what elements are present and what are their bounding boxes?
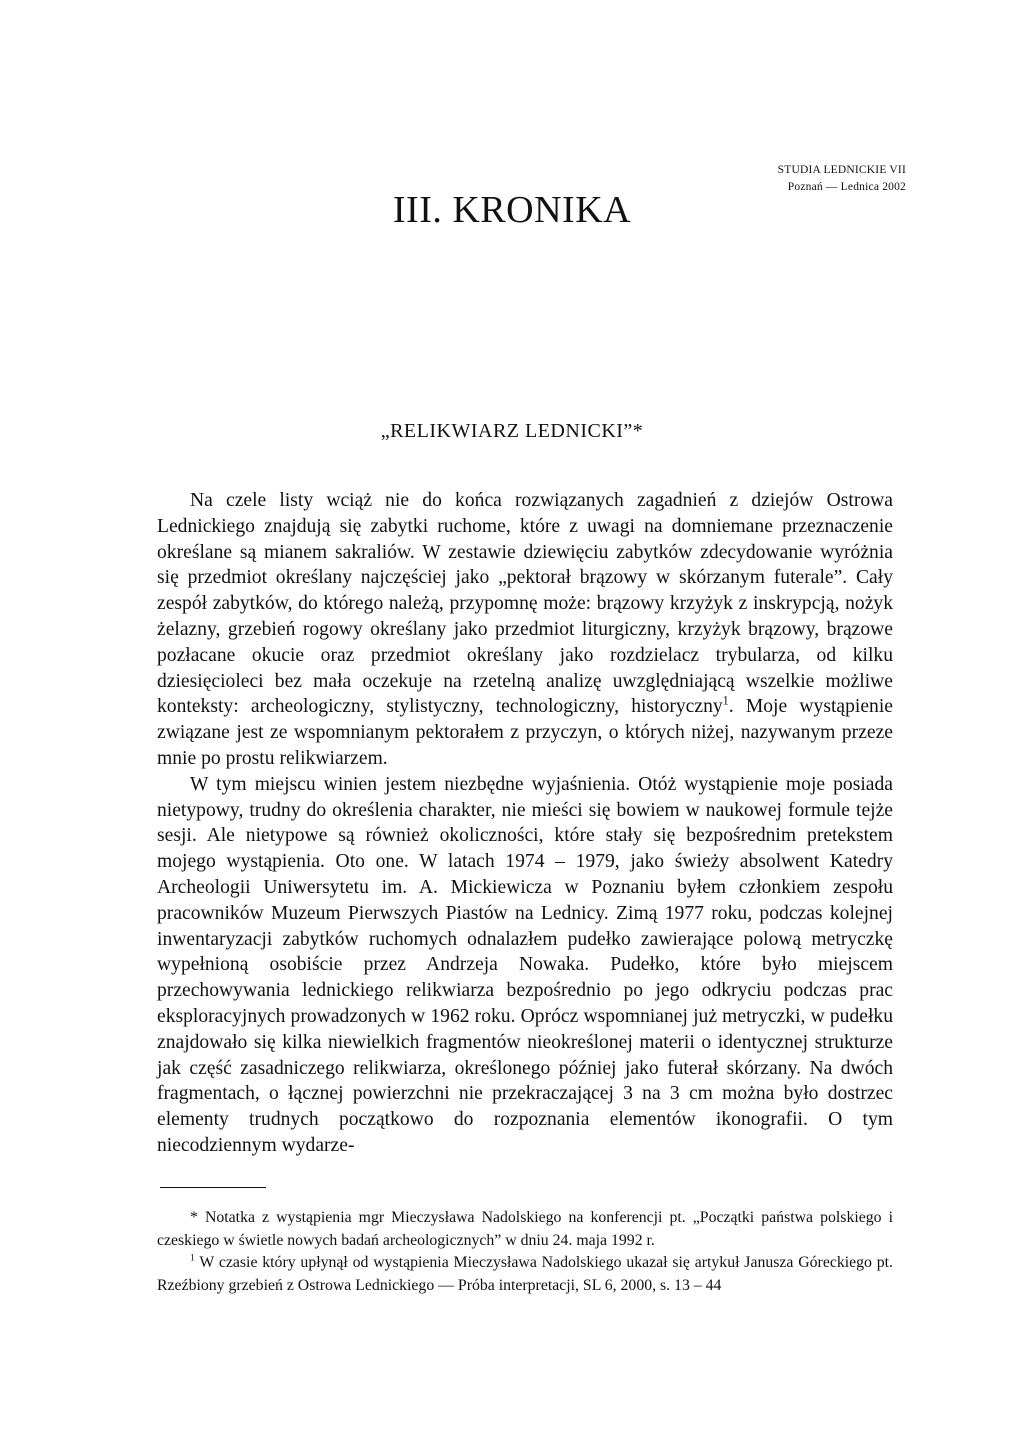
section-title: III. KRONIKA — [392, 189, 632, 231]
article-body — [157, 488, 893, 1159]
footnote-star-text: Notatka z wystąpienia mgr Mieczysława Nadolskiego na konferencji pt. „Początki państwa polskiego i czeskiego w świetle nowych badań archeologicznych” w dniu 24. maja 1992 r. — [157, 1209, 893, 1249]
footnote-ref-1: 1 — [722, 693, 729, 708]
paragraph-1 — [157, 488, 893, 772]
journal-name: STUDIA LEDNICKIE VII — [777, 164, 906, 176]
footnote-1-marker: 1 — [190, 1252, 195, 1264]
footnote-star-marker: * — [190, 1209, 198, 1226]
article-title: „RELIKWIARZ LEDNICKI”* — [380, 420, 644, 442]
paragraph-1-text-a: Na czele listy wciąż nie do końca rozwiązanych zagadnień z dziejów Ostrowa Lednickiego znajdują się zabytki ruchome, które z uwagi na domniemane przeznaczenie określane są mianem sakraliów. W zestawie dziewięciu zabytków zdecydowanie wyróżnia się przedmiot określany najczęściej jako „pektorał brązowy w skórzanym futerale”. Cały zespół zabytków, do którego należą, przypomnę może: brązowy krzyżyk z inskrypcją, nożyk żelazny, grzebień rogowy określany jako przedmiot liturgiczny, krzyżyk brązowy, brązowe pozłacane okucie oraz przedmiot określany jako rozdzielacz trybularza, od kilku dziesięcioleci bez mała oczekuje na rzetelną analizę uwzględniającą wszelkie możliwe konteksty: archeologiczny, stylistyczny, technologiczny, historyczny — [157, 490, 893, 718]
paragraph-1-text-b: . Moje wystąpienie związane jest ze wspomnianym pektorałem z przyczyn, o których niżej, nazywanym przeze mnie po prostu relikwiarzem. — [157, 696, 893, 769]
footnote-1-text: W czasie który upłynął od wystąpienia Mieczysława Nadolskiego ukazał się artykuł Janusza Góreckiego pt. Rzeźbiony grzebień z Ostrowa Lednickiego — Próba interpretacji, SL 6, 2000, s. 13 – 44 — [157, 1254, 893, 1294]
footnotes — [157, 1207, 893, 1297]
paragraph-2: W tym miejscu winien jestem niezbędne wyjaśnienia. Otóż wystąpienie moje posiada nietypowy, trudny do określenia charakter, nie mieści się bowiem w naukowej formule tejże sesji. Ale nietypowe są również okoliczności, które stały się bezpośrednim pretekstem mojego wystąpienia. Oto one. W latach 1974 – 1979, jako świeży absolwent Katedry Archeologii Uniwersytetu im. A. Mickiewicza w Poznaniu byłem członkiem zespołu pracowników Muzeum Pierwszych Piastów na Lednicy. Zimą 1977 roku, podczas kolejnej inwentaryzacji zabytków ruchomych odnalazłem pudełko zawierające polową metryczkę wypełnioną osobiście przez Andrzeja Nowaka. Pudełko, które było miejscem przechowywania lednickiego relikwiarza bezpośrednio po jego odkryciu podczas prac eksploracyjnych prowadzonych w 1962 roku. Oprócz wspomnianej już metryczki, w pudełku znajdowało się kilka niewielkich fragmentów nieokreślonej materii o identycznej strukturze jak część zasadniczego relikwiarza, określonego później jako futerał skórzany. Na dwóch fragmentach, o łącznej powierzchni nie przekraczającej 3 na 3 cm można było dostrzec elementy trudnych początkowo do rozpoznania elementów ikonografii. O tym niecodziennym wydarze- — [157, 773, 893, 1156]
footnote-divider — [160, 1187, 266, 1188]
footnote-1 — [157, 1252, 893, 1297]
journal-place-year: Poznań — Lednica 2002 — [787, 181, 906, 193]
footnote-star — [157, 1207, 893, 1252]
